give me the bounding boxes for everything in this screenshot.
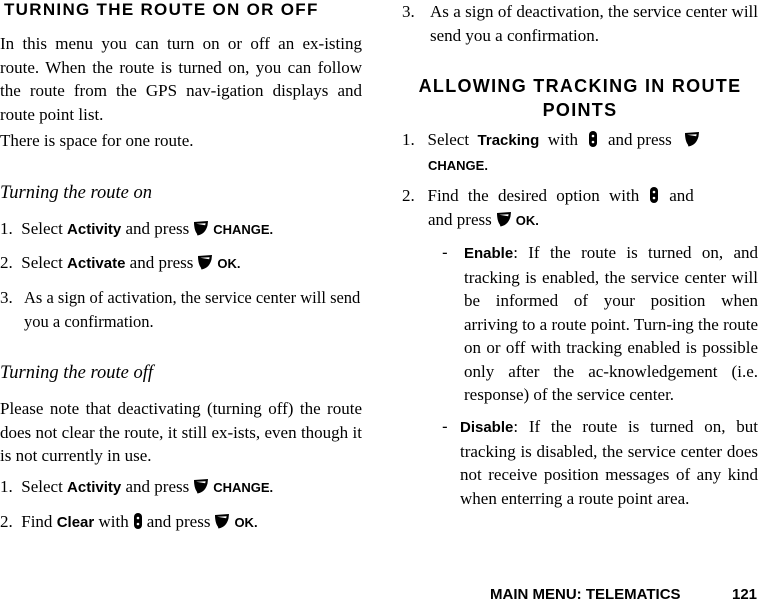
- step-connector: and press: [129, 253, 194, 272]
- scroll-key-icon: [649, 186, 659, 204]
- step-number: 3.: [402, 2, 415, 21]
- menu-item-activity: Activity: [67, 479, 122, 496]
- on-step-3: [0, 286, 362, 333]
- subheading-route-off: Turning the route off: [0, 363, 153, 383]
- tracking-step-2: 2. Find the desired option with and and press OK.: [402, 186, 694, 229]
- softkey-icon: [684, 131, 700, 147]
- action-change: CHANGE.: [213, 222, 274, 237]
- step-verb: Select: [21, 253, 63, 272]
- step-verb: Find the desired option with: [427, 186, 640, 205]
- softkey-icon: [496, 211, 512, 227]
- softkey-icon: [193, 220, 209, 236]
- step-number: 1.: [0, 477, 13, 496]
- action-change: CHANGE.: [428, 157, 488, 173]
- action-ok: OK.: [217, 256, 241, 271]
- step-number: 2.: [0, 253, 13, 272]
- off-step-2: [0, 510, 258, 535]
- step-number: 2.: [0, 512, 13, 531]
- section-heading-route-on-off: TURNING THE ROUTE ON OR OFF: [4, 0, 319, 19]
- page-number: 121: [732, 586, 758, 603]
- step-connector: and press: [125, 477, 190, 496]
- step-verb: Select: [21, 477, 63, 496]
- section-heading-tracking: ALLOWING TRACKING IN ROUTE POINTS: [418, 76, 742, 120]
- tracking-step-1: [402, 128, 758, 177]
- deactivation-note: Please note that deactivating (turning off) the route does not clear the route, it still ex-ists, even though it is not currently in use.: [0, 399, 362, 465]
- on-step-2: [0, 251, 241, 276]
- step-connector: and press: [146, 512, 211, 531]
- step-verb: Select: [427, 130, 470, 149]
- option-enable-text: : If the route is turned on, and tracking is enabled, the service center will be informed of your position when arriving to a route point. Turn-ing the route on or off with tracking enabled is possible only after the ac-knowledgement (i.e. response) of the service center.: [464, 243, 758, 404]
- menu-item-clear: Clear: [56, 514, 95, 531]
- step-connector: and press: [125, 219, 190, 238]
- step-verb: Select: [21, 219, 63, 238]
- step-number: 2.: [402, 186, 415, 205]
- step-number: 1.: [402, 130, 415, 149]
- route-capacity-text: There is space for one route.: [0, 131, 194, 150]
- subheading-route-on: Turning the route on: [0, 183, 152, 203]
- off-step-1: [0, 475, 273, 500]
- menu-item-tracking: Tracking: [477, 132, 540, 149]
- step-text: As a sign of activation, the service center will send you a confirmation.: [24, 288, 361, 331]
- scroll-key-icon: [588, 130, 598, 148]
- step-connector: and press: [607, 130, 672, 149]
- scroll-key-icon: [133, 512, 143, 530]
- footer-section-title: MAIN MENU: TELEMATICS: [490, 586, 681, 603]
- step-number: 3.: [0, 288, 13, 307]
- step-text: As a sign of deactivation, the service center will send you a confirmation.: [430, 2, 758, 45]
- step-connector: with: [98, 512, 129, 531]
- intro-paragraph: In this menu you can turn on or off an ex-isting route. When the route is turned on, you can follow the route from the GPS nav-igation displays and route point list.: [0, 34, 362, 124]
- step-connector: and press: [428, 209, 492, 229]
- softkey-icon: [193, 478, 209, 494]
- bullet-dash: -: [442, 243, 448, 262]
- step-connector: with: [547, 130, 578, 149]
- option-enable-label: Enable: [464, 245, 514, 262]
- step-verb: Find: [21, 512, 53, 531]
- softkey-icon: [214, 513, 230, 529]
- step-number: 1.: [0, 219, 13, 238]
- menu-item-activate: Activate: [67, 255, 126, 272]
- off-step-3: [402, 0, 758, 47]
- option-disable: [442, 415, 758, 510]
- softkey-icon: [197, 254, 213, 270]
- action-change: CHANGE.: [213, 480, 274, 495]
- bullet-dash: -: [442, 417, 448, 436]
- option-disable-label: Disable: [460, 419, 514, 436]
- on-step-1: [0, 217, 273, 242]
- option-disable-text: : If the route is turned on, but tracking is disabled, the service center does not receive position messages of any kind when enterring a route point area.: [460, 417, 758, 508]
- action-ok: OK.: [515, 212, 539, 228]
- menu-item-activity: Activity: [67, 221, 122, 238]
- action-ok: OK.: [234, 515, 258, 530]
- option-enable: [442, 241, 758, 407]
